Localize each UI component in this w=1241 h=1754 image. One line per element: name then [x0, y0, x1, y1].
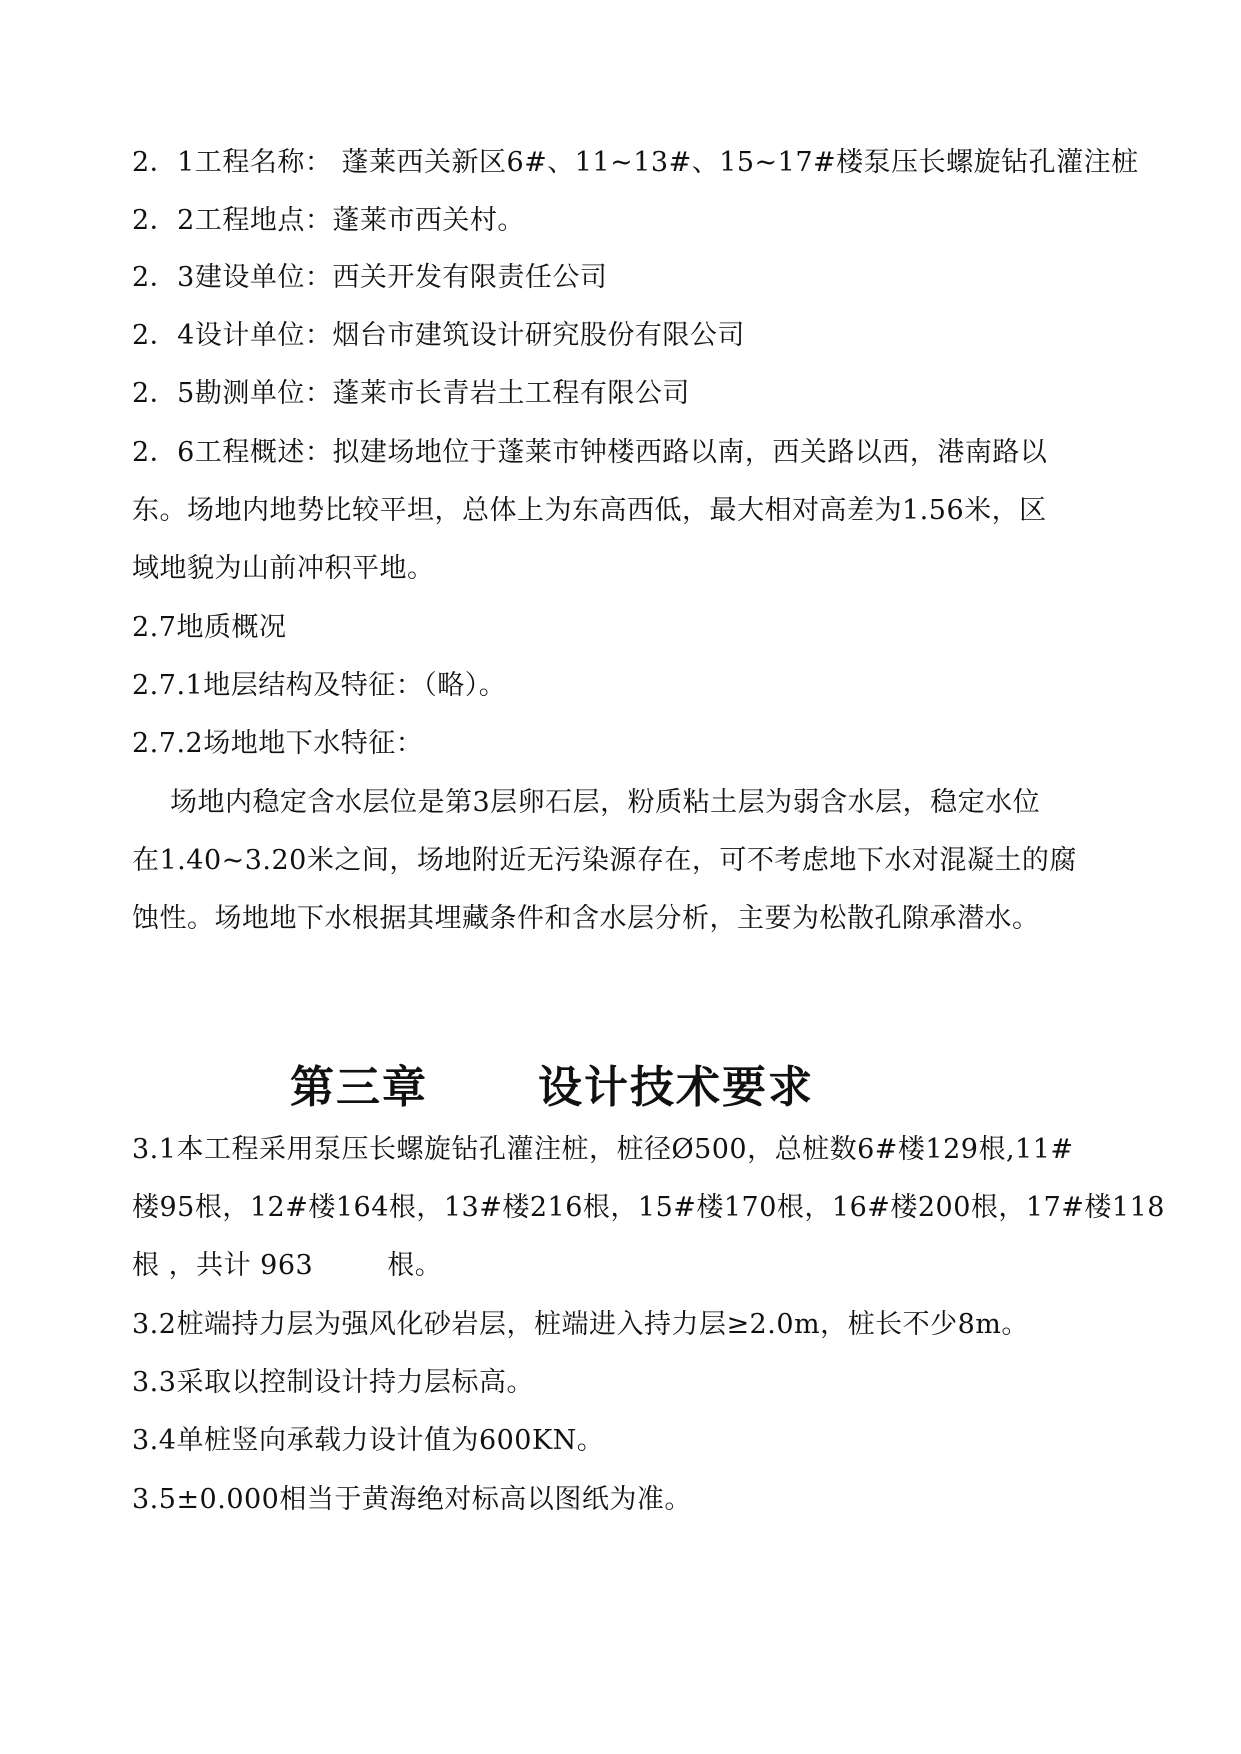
- section-2-7-1-strata: 2.7.1地层结构及特征：（略）。: [132, 670, 507, 701]
- groundwater-paragraph-line-3: 蚀性。场地地下水根据其埋藏条件和含水层分析，主要为松散孔隙承潜水。: [132, 903, 1040, 934]
- section-2-3-construction-unit: 2．3建设单位：西关开发有限责任公司: [132, 262, 608, 293]
- requirement-3-1-line-1: 3.1本工程采用泵压长螺旋钻孔灌注桩，桩径Ø500，总桩数6#楼129根,11#: [132, 1134, 1074, 1165]
- chapter-number: 第三章: [290, 1062, 428, 1113]
- requirement-3-1-total: 根 ，共计 963: [132, 1250, 314, 1281]
- section-2-6-overview-line-1: 2．6工程概述：拟建场地位于蓬莱市钟楼西路以南，西关路以西，港南路以: [132, 437, 1048, 468]
- section-2-4-design-unit: 2．4设计单位：烟台市建筑设计研究股份有限公司: [132, 320, 745, 351]
- section-2-6-overview-line-3: 域地貌为山前冲积平地。: [132, 553, 435, 584]
- section-2-2-project-location: 2．2工程地点：蓬莱市西关村。: [132, 205, 525, 236]
- requirement-3-1-line-3: [132, 1249, 442, 1283]
- requirement-3-5-datum-elevation: 3.5±0.000相当于黄海绝对标高以图纸为准。: [132, 1484, 692, 1515]
- section-2-7-geology-heading: 2.7地质概况: [132, 612, 287, 643]
- section-2-1-project-name: 2．1工程名称： 蓬莱西关新区6#、11~13#、15~17#楼泵压长螺旋钻孔灌注桩: [132, 147, 1139, 178]
- requirement-3-1-unit: 根。: [387, 1250, 443, 1281]
- requirement-3-2-bearing-layer: 3.2桩端持力层为强风化砂岩层，桩端进入持力层≥2.0m，桩长不少8m。: [132, 1309, 1029, 1340]
- requirement-3-1-line-2: 楼95根，12#楼164根，13#楼216根，15#楼170根，16#楼200根，17#楼118: [132, 1192, 1165, 1223]
- requirement-3-3-elevation-control: 3.3采取以控制设计持力层标高。: [132, 1367, 534, 1398]
- groundwater-paragraph-line-2: 在1.40~3.20米之间，场地附近无污染源存在，可不考虑地下水对混凝土的腐: [132, 845, 1077, 876]
- chapter-title: 设计技术要求: [538, 1062, 814, 1113]
- groundwater-paragraph-line-1: 场地内稳定含水层位是第3层卵石层，粉质粘土层为弱含水层，稳定水位: [170, 787, 1041, 818]
- section-2-7-2-groundwater-heading: 2.7.2场地地下水特征：: [132, 728, 424, 759]
- requirement-3-4-bearing-capacity: 3.4单桩竖向承载力设计值为600KN。: [132, 1425, 605, 1456]
- chapter-heading: [290, 1060, 814, 1116]
- section-2-5-survey-unit: 2．5勘测单位：蓬莱市长青岩土工程有限公司: [132, 378, 690, 409]
- section-2-6-overview-line-2: 东。场地内地势比较平坦，总体上为东高西低，最大相对高差为1.56米，区: [132, 495, 1047, 526]
